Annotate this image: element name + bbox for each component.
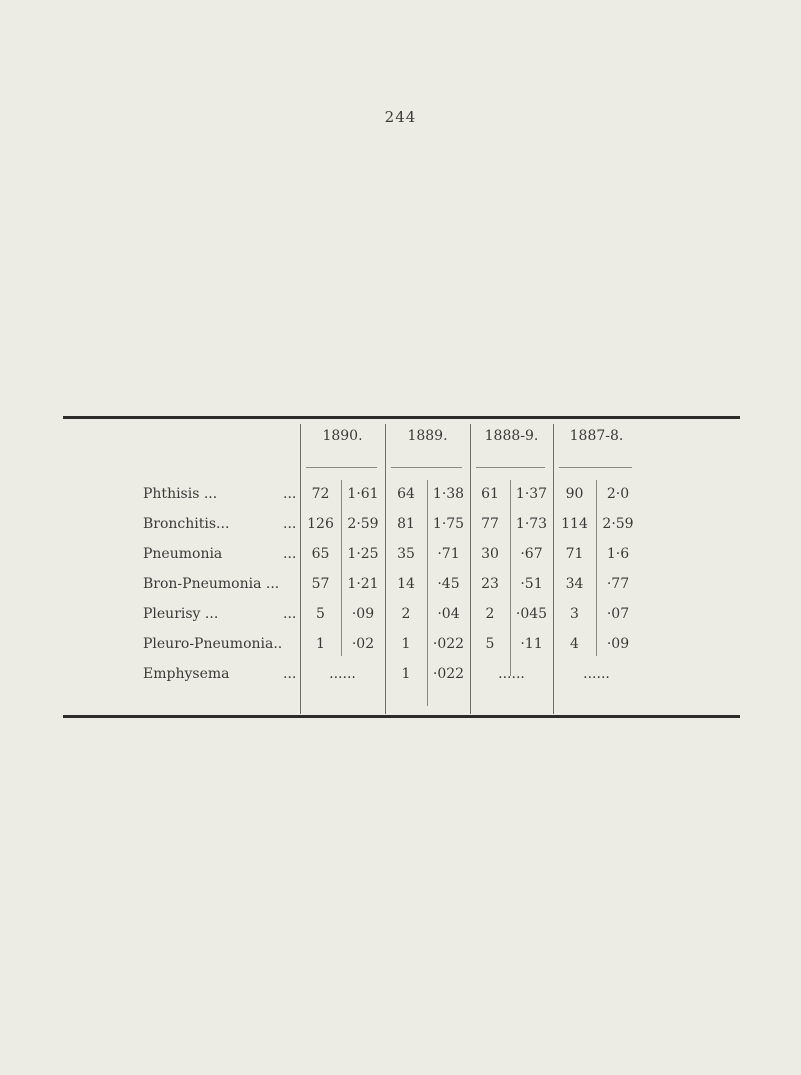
row-label: Emphysema [143,666,230,682]
column-header-rule [476,467,545,468]
table-cell: ·022 [432,666,465,682]
column-header: 1888-9. [484,428,539,444]
column-header: 1890. [322,428,363,444]
table-cell: ·07 [606,606,630,622]
table-cell: 90 [565,486,584,502]
row-leader-dots: ... [283,666,297,682]
table-cell: 57 [311,576,330,592]
table-cell: 1 [401,636,411,652]
table-cell: 1·73 [515,516,548,532]
subcolumn-divider [341,480,342,656]
row-label: Phthisis ... [143,486,218,502]
table-cell: 64 [397,486,415,502]
table-top-rule [63,416,740,419]
table-cell: 14 [397,576,415,592]
table-cell: 4 [570,636,579,652]
table-cell: 71 [565,546,584,562]
table-cell: 114 [561,516,588,532]
table-cell: 1·21 [347,576,379,592]
table-cell: 72 [311,486,330,502]
table-cell: 126 [307,516,334,532]
table-cell: 1 [401,666,411,682]
table-cell: 65 [311,546,330,562]
table-cell: ·71 [437,546,460,562]
table-cell: 34 [565,576,584,592]
table-cell: 77 [481,516,499,532]
table-cell: 2 [485,606,495,622]
table-cell: ·09 [606,636,630,652]
table-cell: ·04 [437,606,460,622]
table-cell: ...... [329,666,356,682]
table-cell: 1·25 [347,546,379,562]
table-bottom-rule [63,715,740,718]
row-label: Pleuro-Pneumonia.. [143,636,283,652]
table-cell: ·02 [351,636,375,652]
table-cell: 1·75 [432,516,465,532]
table-cell: 2·59 [347,516,379,532]
table-cell: 30 [481,546,499,562]
row-leader-dots: ... [283,516,297,532]
table-cell: ...... [583,666,610,682]
table-cell: ...... [498,666,525,682]
table-cell: 2·59 [602,516,634,532]
table-cell: 1·61 [347,486,379,502]
column-header-rule [559,467,632,468]
table-cell: ·022 [432,636,465,652]
table-cell: ·67 [520,546,543,562]
table-cell: 81 [397,516,415,532]
table-cell: 3 [570,606,579,622]
column-header-rule [391,467,462,468]
table-cell: 23 [481,576,499,592]
column-header: 1887-8. [569,428,624,444]
table-cell: 1·38 [432,486,465,502]
row-label: Pneumonia [143,546,223,562]
table-cell: ·11 [520,636,543,652]
subcolumn-divider [596,480,597,656]
table-cell: 2 [401,606,411,622]
row-label: Pleurisy ... [143,606,219,622]
table-cell: ·45 [437,576,460,592]
table-cell: 1·37 [515,486,548,502]
column-header: 1889. [407,428,448,444]
table-cell: 1 [316,636,325,652]
row-leader-dots: ... [283,606,297,622]
table-cell: 2·0 [606,486,630,502]
table-cell: ·77 [606,576,630,592]
page-number: 244 [384,108,417,126]
row-label: Bron-Pneumonia ... [143,576,280,592]
table-cell: 5 [485,636,495,652]
table-cell: 35 [397,546,415,562]
column-header-rule [306,467,377,468]
table-cell: ·51 [520,576,543,592]
table-cell: 61 [481,486,499,502]
table-cell: ·09 [351,606,375,622]
table-cell: 1·6 [606,546,630,562]
table-cell: 5 [316,606,325,622]
table-cell: ·045 [515,606,548,622]
row-leader-dots: ... [283,546,297,562]
row-label: Bronchitis... [143,516,230,532]
row-leader-dots: ... [283,486,297,502]
